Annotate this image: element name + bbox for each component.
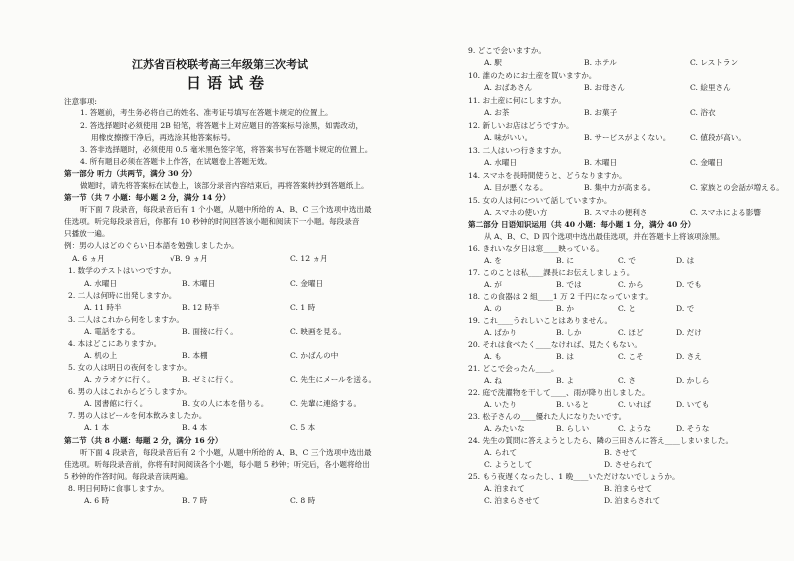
question: 8. 明日何時に食事しますか。 [68,484,169,493]
option: B. か [556,304,575,313]
option: A. 図書館に行く。 [84,399,148,408]
option: A. いたり [484,400,518,409]
option: A. カラオケに行く。 [84,375,155,384]
question: 20. それは食べたく____なければ、見たくもない。 [468,340,642,349]
option: B. ゼミに行く。 [182,375,238,384]
option: B. 本棚 [182,351,208,360]
option: C. 泊まらさせて [484,496,540,505]
option: C. 家族との会話が増える。 [690,183,784,192]
option: A. 6 時 [84,496,110,505]
option: A. られて [484,448,518,457]
sec1-intro: 听下面 7 段录音，每段录音后有 1 个小题，从题中所给的 A、B、C 三个选项中选出最 [80,205,372,214]
question: 15. 女の人は何について話していますか。 [468,196,612,205]
question: 10. 誰のためにお土産を買いますか。 [468,71,597,80]
example-option: A. 6 ヵ月 [72,254,105,263]
option: A. ね [484,376,502,385]
part2-intro: 从 A、B、C、D 四个选项中选出最佳选项，并在答题卡上将该项涂黑。 [484,232,725,241]
option: C. 先生にメールを送る。 [290,375,377,384]
option: D. だけ [676,328,702,337]
option: B. しか [556,328,582,337]
question: 12. 新しいお店はどうですか。 [468,121,574,130]
question: 3. 二人はこれから何をしますか。 [68,315,184,324]
option: D. そうな [676,424,710,433]
option: B. スマホの便利さ [584,208,648,217]
sec1-intro: 佳选项。听完每段录音后，你都有 10 秒钟的时间回答该小题和阅读下一小题。每段录音 [64,217,360,226]
question: 6. 男の人はこれからどうしますか。 [68,387,192,396]
exam-title: 江苏省百校联考高三年级第三次考试 [132,58,308,71]
question: 24. 先生の質問に答えようとしたら、隣の三田さんに答え____しまいました。 [468,436,734,445]
question: 17. このことは私____課長にお伝えしましょう。 [468,268,635,277]
option: A. ばかり [484,328,518,337]
example-question: 例：男の人はどのぐらい日本語を勉強しましたか。 [64,241,239,250]
option: C. で [618,256,636,265]
option: C. 金曜日 [290,279,324,288]
option: A. おばあさん [484,83,533,92]
sec2-intro: 听下面 4 段录音，每段录音后有 2 个小题，从题中所给的 A、B、C 三个选项中选出最 [80,448,372,457]
option: C. 1 時 [290,303,316,312]
sec2-intro: 佳选项。听每段录音前，你将有时间阅读各个小题，每小题 5 秒钟；听完后，各小题将给出 [64,460,370,469]
option: B. に [556,256,575,265]
question: 11. お土産に何にしますか。 [468,96,567,105]
option: C. 絵里さん [690,83,731,92]
question: 7. 男の人はビールを何本飲みましたか。 [68,411,207,420]
option: C. 金曜日 [690,158,724,167]
option: C. こそ [618,352,644,361]
option: A. 目が悪くなる。 [484,183,548,192]
option: B. お母さん [584,83,625,92]
option: A. 水曜日 [84,279,118,288]
option: A. スマホの使い方 [484,208,548,217]
option: A. 泊まれて [484,484,525,493]
option: A. 水曜日 [484,158,518,167]
option: D. でも [676,280,702,289]
question: 22. 庭で洗濯物を干して____、雨が降り出しました。 [468,388,650,397]
option: B. 7 時 [182,496,208,505]
example-option: C. 12 ヵ月 [290,254,328,263]
option: D. さえ [676,352,702,361]
example-option: √B. 9 ヵ月 [170,254,208,263]
option: B. は [556,352,575,361]
option: B. よ [556,376,575,385]
option: A. 味がいい。 [484,133,533,142]
option: A. を [484,256,502,265]
option: B. 木曜日 [182,279,216,288]
option: C. 8 時 [290,496,316,505]
option: C. から [618,280,644,289]
question: 14. スマホを長時間使うと、どうなりますか。 [468,171,627,180]
option: D. で [676,304,695,313]
notes-heading: 注意事项: [64,97,97,106]
option: B. お菓子 [584,108,618,117]
option: B. 泊まらせて [604,484,653,493]
option: D. は [676,256,695,265]
exam-subtitle: 日语试卷 [186,74,271,92]
option: C. いれば [618,400,652,409]
option: C. ほど [618,328,644,337]
option: B. 集中力が高まる。 [584,183,656,192]
note-item: 1. 答题前，考生务必将自己的姓名、准考证号填写在答题卡规定的位置上。 [80,108,333,117]
option: C. かばんの中 [290,351,339,360]
question: 1. 数学のテストはいつですか。 [68,266,177,275]
option: C. ような [618,424,652,433]
option: A. も [484,352,502,361]
option: C. 値段が高い。 [690,133,746,142]
option: C. スマホによる影響 [690,208,761,217]
option: B. 4 本 [182,423,208,432]
question: 19. これ____うれしいことはありません。 [468,316,613,325]
option: B. では [556,280,582,289]
note-item: 2. 答选择题时必须使用 2B 铅笔，将答题卡上对应题目的答案标号涂黑，如需改动， [80,121,364,130]
option: D. かしら [676,376,710,385]
option: D. 泊まらされて [604,496,661,505]
option: B. サービスがよくない。 [584,133,671,142]
question: 18. この食器は 2 組____1 万 2 千円になっています。 [468,292,653,301]
option: C. 先輩に連絡する。 [290,399,362,408]
sec2-heading: 第二节（共 8 小题：每题 2 分，满分 16 分） [64,436,223,445]
question: 5. 女の人は明日の夜何をしますか。 [68,363,192,372]
question: 13. 二人はいつ行きますか。 [468,146,567,155]
sec1-intro: 只播放一遍。 [64,229,110,238]
question: 25. もう夜遅くなったし、1 晩____いただけないでしょうか。 [468,472,680,481]
option: B. 面接に行く。 [182,327,238,336]
part2-heading: 第二部分 日语知识运用（共 40 小题：每小题 1 分，满分 40 分） [468,220,696,229]
note-item: 用橡皮擦擦干净后，再选涂其他答案标号。 [91,133,236,142]
option: A. の [484,304,502,313]
option: A. 11 時半 [84,303,122,312]
option: B. させて [604,448,638,457]
option: C. 5 本 [290,423,316,432]
sec2-intro: 5 秒钟的作答时间。每段录音读两遍。 [64,472,193,481]
option: C. さ [618,376,636,385]
option: A. みたいな [484,424,525,433]
option: B. 女の人に本を借りる。 [182,399,269,408]
option: D. いても [676,400,710,409]
option: B. ホテル [584,58,617,67]
option: A. 電話をする。 [84,327,140,336]
option: A. 駅 [484,58,502,67]
option: A. お茶 [484,108,510,117]
part1-intro: 做题时，请先将答案标在试卷上，该部分录音内容结束后，再将答案转抄到答题纸上。 [80,181,369,190]
option: A. 1 本 [84,423,110,432]
option: B. いると [556,400,590,409]
question: 21. どこで会ったん____。 [468,364,559,373]
option: A. が [484,280,502,289]
option: D. させられて [604,460,653,469]
option: C. 映画を見る。 [290,327,346,336]
option: B. 木曜日 [584,158,618,167]
option: C. レストラン [690,58,739,67]
question: 9. どこで会いますか。 [468,46,547,55]
option: B. 12 時半 [182,303,220,312]
question: 4. 本はどこにありますか。 [68,339,162,348]
option: B. らしい [556,424,590,433]
question: 23. 松子さんの____優れた人になりたいです。 [468,412,627,421]
question: 16. きれいな夕日は窓____映っている。 [468,244,604,253]
option: A. 机の上 [84,351,118,360]
option: C. 浴衣 [690,108,716,117]
note-item: 4. 所有题目必须在答题卡上作答，在试题卷上答题无效。 [80,157,272,166]
option: C. ようとして [484,460,533,469]
part1-heading: 第一部分 听力（共两节，满分 30 分） [64,169,197,178]
option: C. と [618,304,636,313]
note-item: 3. 答非选择题时，必须使用 0.5 毫米黑色签字笔，将答案书写在答题卡规定的位置上。 [80,145,373,154]
question: 2. 二人は何時に出発しますか。 [68,291,177,300]
sec1-heading: 第一节（共 7 小题：每小题 2 分，满分 14 分） [64,193,231,202]
